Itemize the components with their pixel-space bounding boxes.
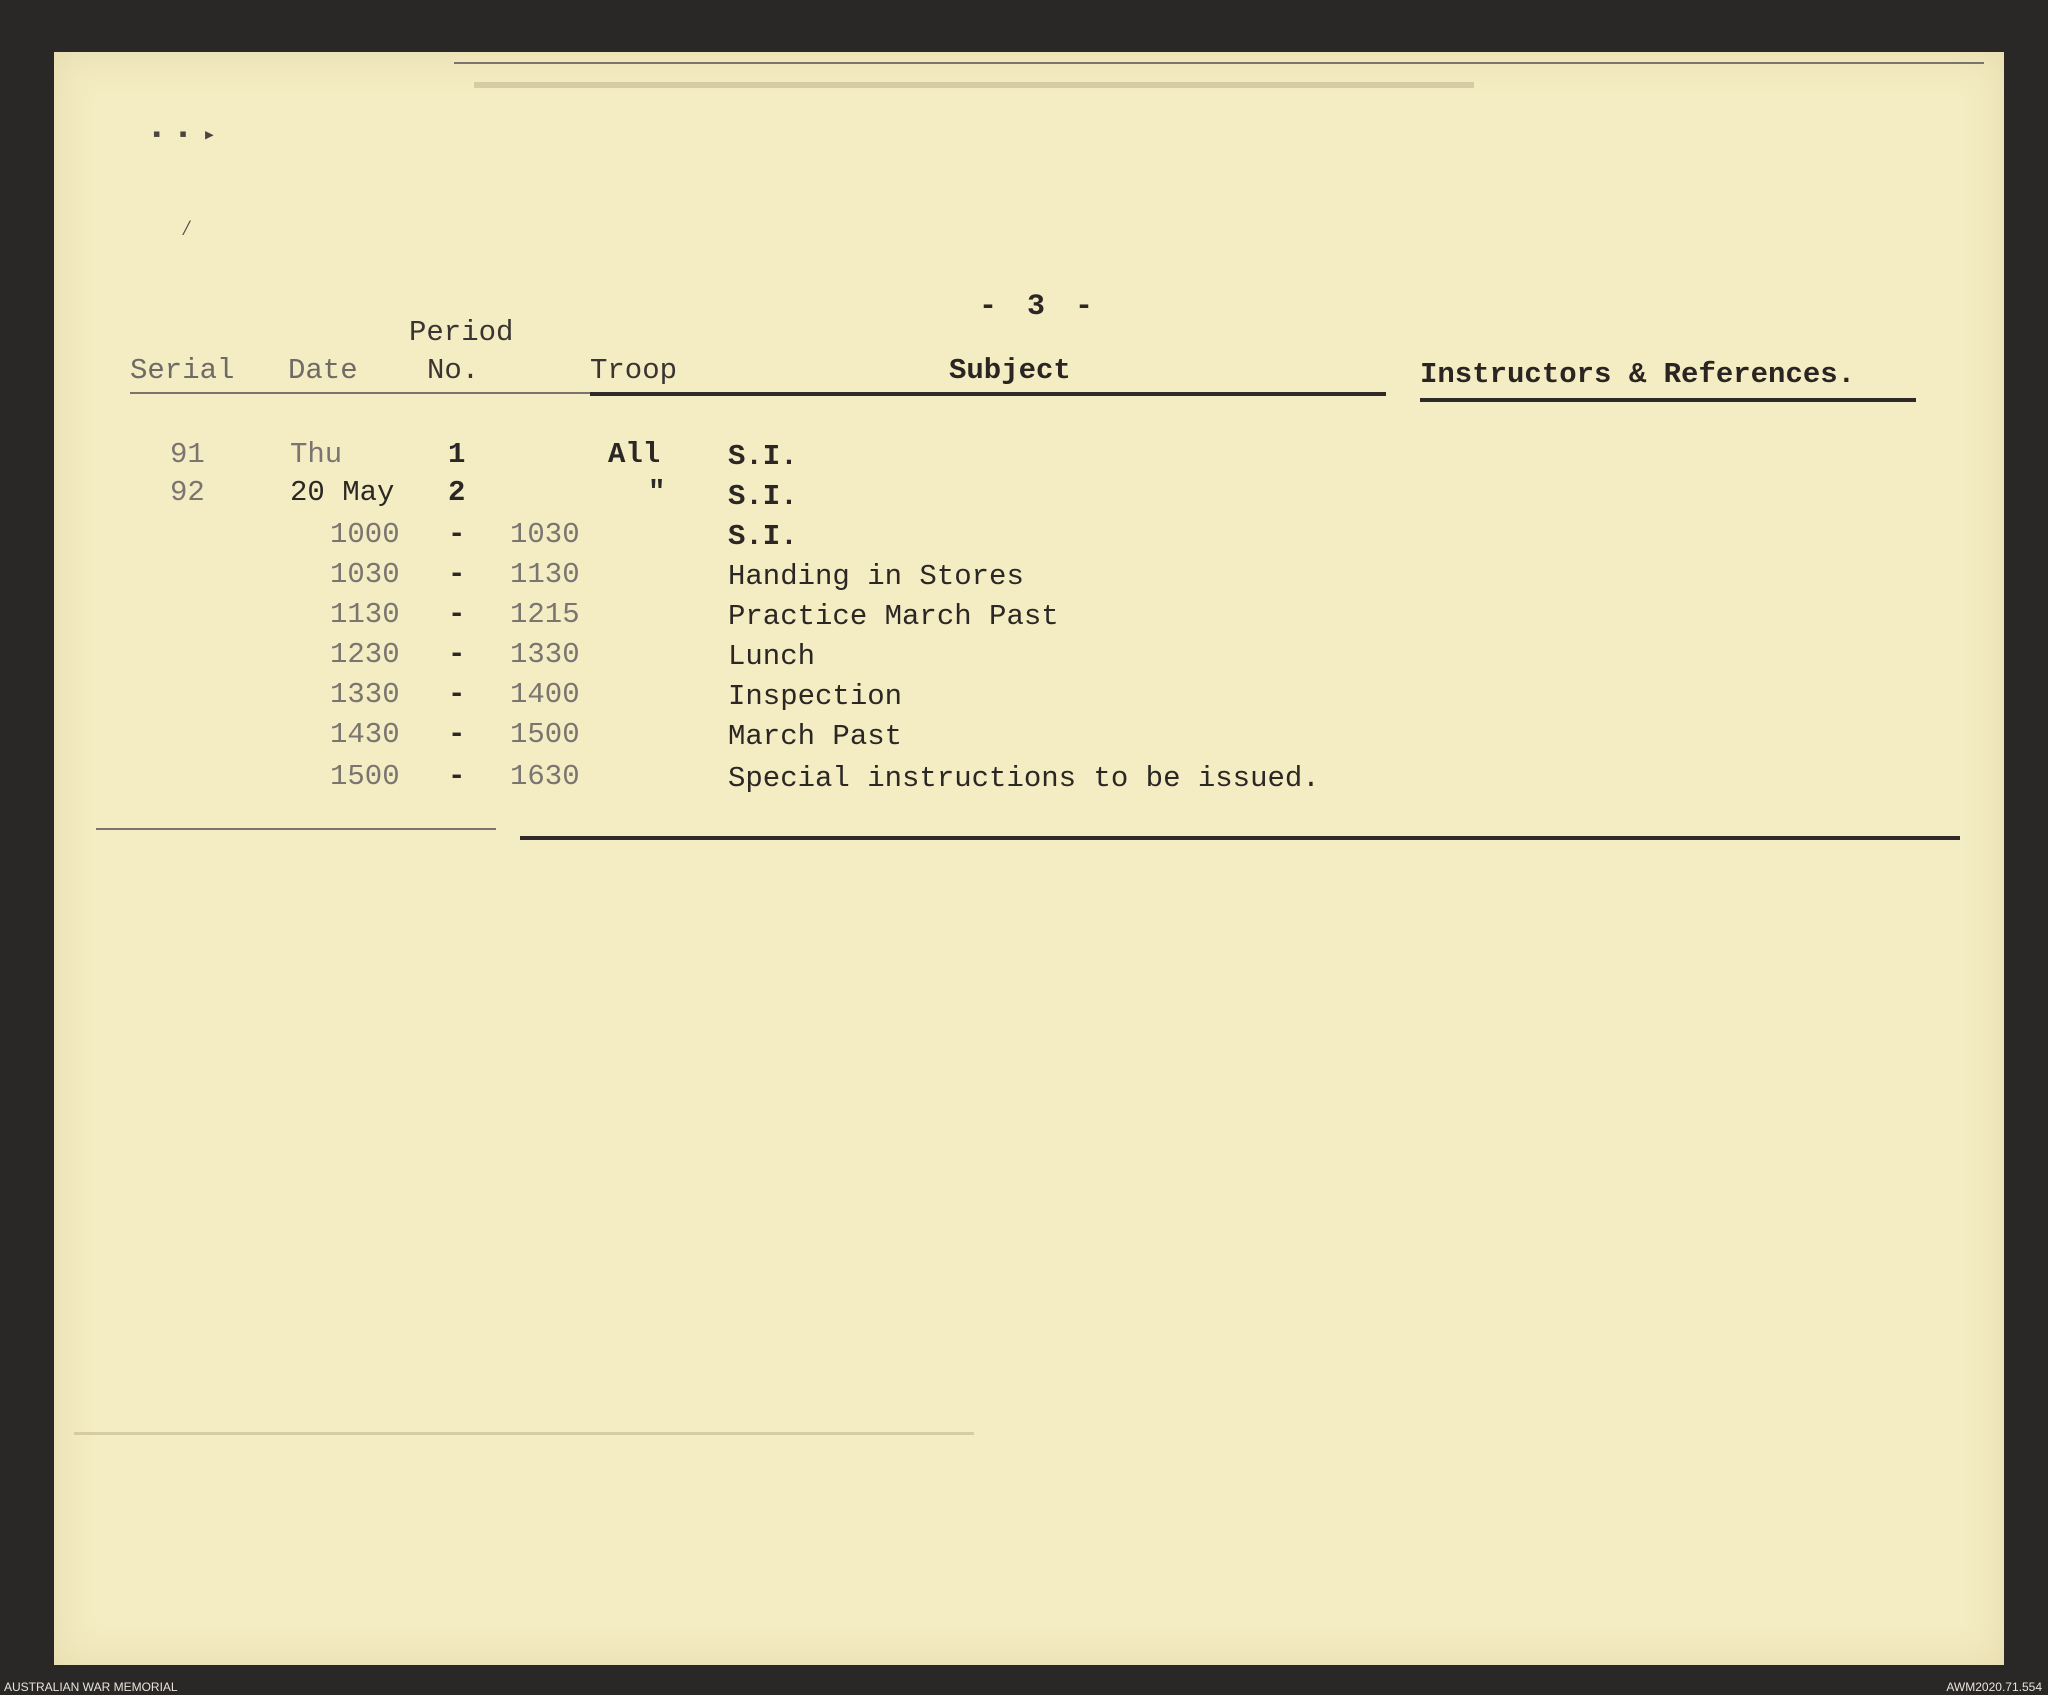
period-cell: 1	[448, 438, 466, 471]
header-serial: Serial	[130, 354, 235, 387]
ink-mark: ▪ ▪ ▸	[150, 123, 217, 148]
time-subject: March Past	[728, 720, 903, 753]
time-to: 1030	[510, 518, 580, 551]
header-underline-left	[130, 392, 590, 394]
time-subject: Special instructions to be issued.	[728, 762, 1320, 795]
time-from: 1030	[330, 558, 400, 591]
bottom-rule-left	[96, 828, 496, 830]
time-to: 1630	[510, 760, 580, 793]
time-from: 1330	[330, 678, 400, 711]
time-subject: Practice March Past	[728, 600, 1059, 633]
time-to: 1130	[510, 558, 580, 591]
header-underline-subject	[590, 392, 1386, 396]
time-to: 1215	[510, 598, 580, 631]
bleed-through-smudge	[474, 82, 1474, 88]
time-dash: -	[448, 598, 466, 631]
bleed-through-smudge	[74, 1432, 974, 1435]
header-period: Period	[409, 316, 514, 349]
header-subject: Subject	[949, 354, 1071, 387]
bottom-rule	[520, 836, 1960, 840]
time-dash: -	[448, 718, 466, 751]
serial-cell: 92	[170, 476, 205, 509]
header-underline-instructors	[1420, 398, 1916, 402]
date-cell: 20 May	[290, 476, 395, 509]
period-cell: 2	[448, 476, 466, 509]
time-to: 1500	[510, 718, 580, 751]
archive-credit: AUSTRALIAN WAR MEMORIAL	[4, 1680, 178, 1694]
troop-cell: "	[648, 476, 666, 509]
time-from: 1000	[330, 518, 400, 551]
serial-cell: 91	[170, 438, 205, 471]
time-subject: Handing in Stores	[728, 560, 1024, 593]
time-subject: Inspection	[728, 680, 903, 713]
document-page	[54, 52, 2004, 1665]
time-from: 1130	[330, 598, 400, 631]
header-troop: Troop	[590, 354, 678, 387]
time-dash: -	[448, 678, 466, 711]
archive-reference: AWM2020.71.554	[1946, 1680, 2042, 1694]
time-from: 1230	[330, 638, 400, 671]
ink-mark: ⁄	[180, 217, 194, 242]
time-from: 1430	[330, 718, 400, 751]
header-instructors: Instructors & References.	[1420, 358, 1856, 391]
time-dash: -	[448, 638, 466, 671]
date-cell: Thu	[290, 438, 343, 471]
page-number: - 3 -	[979, 290, 1100, 324]
time-dash: -	[448, 518, 466, 551]
subject-cell: S.I.	[728, 480, 798, 513]
time-to: 1400	[510, 678, 580, 711]
troop-cell: All	[608, 438, 661, 471]
time-dash: -	[448, 558, 466, 591]
time-to: 1330	[510, 638, 580, 671]
time-dash: -	[448, 760, 466, 793]
time-from: 1500	[330, 760, 400, 793]
header-date: Date	[288, 354, 358, 387]
subject-cell: S.I.	[728, 440, 798, 473]
top-edge-rule	[454, 62, 1984, 64]
time-subject: S.I.	[728, 520, 798, 553]
header-period-no: No.	[427, 354, 480, 387]
time-subject: Lunch	[728, 640, 816, 673]
